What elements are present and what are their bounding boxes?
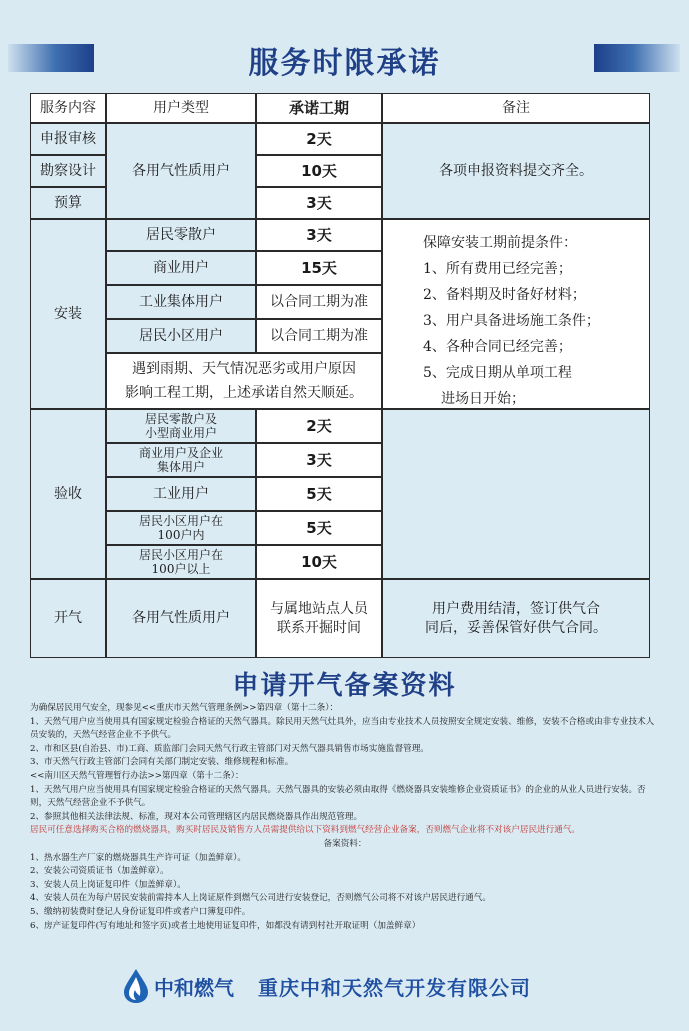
header-note: 备注 [382, 93, 650, 123]
gas-note-line1: 用户费用结清，签订供气合 [432, 600, 600, 617]
install-term-4: 以合同工期为准 [256, 319, 382, 353]
header-user-type: 用户类型 [106, 93, 256, 123]
group1-user-type: 各用气性质用户 [106, 123, 256, 219]
row-review-label: 申报审核 [30, 123, 106, 155]
gas-term [256, 579, 382, 658]
accept-user-5-line2: 100户以上 [151, 562, 211, 576]
notes-item-3: 3、安装人员上岗证复印件（加盖鲜章）。 [30, 879, 186, 890]
header-term: 承诺工期 [256, 93, 382, 123]
cond-item-4: 4、各种合同已经完善； [423, 339, 572, 355]
row-budget-term: 3天 [256, 187, 382, 219]
footer [0, 960, 689, 1010]
accept-term-1: 2天 [256, 409, 382, 443]
accept-user-4 [106, 511, 256, 545]
row-survey-term: 10天 [256, 155, 382, 187]
notes-p4: 1、天然气用户应当使用具有国家规定检验合格证的天然气器具。天然气器具的安装必须由取得《燃烧器具安装维修企业资质证书》的企业的从业人员进行安装。否则，天然气经营企业不予供气。 [30, 784, 646, 809]
install-term-3: 以合同工期为准 [256, 285, 382, 319]
page-title: 服务时限承诺 [248, 46, 441, 81]
row-budget-label: 预算 [30, 187, 106, 219]
notes-block [30, 702, 660, 933]
accept-user-1-line2: 小型商业用户 [144, 426, 217, 440]
row-survey-label: 勘察设计 [30, 155, 106, 187]
gas-note [382, 579, 650, 658]
accept-user-2-line2: 集体用户 [156, 460, 205, 474]
notes-item-1: 1、热水器生产厂家的燃烧器具生产许可证（加盖鲜章）。 [30, 852, 247, 863]
flame-drop-icon [122, 968, 150, 1004]
cond-item-5: 5、完成日期从单项工程 [423, 365, 572, 381]
service-table [30, 93, 650, 658]
install-user-2: 商业用户 [106, 251, 256, 285]
weather-note-line-1: 遇到雨期、天气情况恶劣或用户原因 [132, 361, 356, 377]
accept-label: 验收 [30, 409, 106, 579]
accept-user-5-line1: 居民小区用户在 [138, 547, 223, 562]
gas-user-type: 各用气性质用户 [106, 579, 256, 658]
notes-p3: 3、市天然气行政主管部门会同有关部门制定安装、维修规程和标准。 [30, 757, 294, 768]
install-term-1: 3天 [256, 219, 382, 251]
install-weather-note [106, 353, 382, 409]
weather-note-line-2: 影响工程工期，上述承诺自然天顺延。 [125, 385, 363, 401]
cond-title: 保障安装工期前提条件： [423, 235, 577, 251]
install-label: 安装 [30, 219, 106, 409]
gas-term-line1: 与属地站点人员 [270, 600, 368, 617]
gas-label: 开气 [30, 579, 106, 658]
notes-intro: 为确保居民用气安全，现参见<<重庆市天然气管理条例>>第四章（第十二条）： [30, 703, 339, 713]
notes-item-4: 4、安装人员在为每户居民安装前需持本人上岗证原件到燃气公司进行安装登记，否则燃气公司将不对该户居民进行通气。 [30, 893, 491, 904]
cond-item-2: 2、备料期及时备好材料； [423, 287, 586, 303]
notes-item-5: 5、缴纳初装费时登记人身份证复印件或者户口簿复印件。 [30, 906, 251, 917]
accept-user-3: 工业用户 [106, 477, 256, 511]
group1-note: 各项申报资料提交齐全。 [382, 123, 650, 219]
notes-item-6: 6、房产证复印件(写有地址和签字页)或者土地使用证复印件，如都没有请到村社开取证明（加盖鲜章） [30, 920, 421, 931]
cond-item-5-tail: 进场日开始； [441, 391, 525, 407]
notes-list-title: 备案资料： [323, 838, 367, 849]
header-content: 服务内容 [30, 93, 106, 123]
accept-term-3: 5天 [256, 477, 382, 511]
accept-user-1-line1: 居民零散户及 [144, 411, 217, 426]
install-user-1: 居民零散户 [106, 219, 256, 251]
accept-user-2-line1: 商业用户及企业 [138, 445, 223, 460]
notes-p5: 2、参照其他相关法律法规、标准，现对本公司管理辖区内居民燃烧器具作出规范管理。 [30, 811, 363, 822]
accept-note [382, 409, 650, 579]
cond-item-3: 3、用户具备进场施工条件； [423, 313, 600, 329]
gas-note-line2: 同后，妥善保管好供气合同。 [425, 619, 607, 636]
accept-user-1 [106, 409, 256, 443]
accept-user-5 [106, 545, 256, 579]
notes-item-2: 2、安装公司资质证书（加盖鲜章）。 [30, 866, 169, 877]
install-user-3: 工业集体用户 [106, 285, 256, 319]
company-name: 重庆中和天然气开发有限公司 [258, 976, 531, 1000]
install-term-2: 15天 [256, 251, 382, 285]
section-title: 申请开气备案资料 [232, 671, 457, 701]
notes-p1: 1、天然气用户应当使用具有国家规定检验合格证的天然气器具。除民用天然气灶具外，应当由专业技术人员按照安全规定安装、维修，安装不合格或由非专业技术人员安装的，天然气经营企业不予供气。 [30, 716, 655, 741]
cond-item-1: 1、所有费用已经完善； [423, 261, 572, 277]
install-user-4: 居民小区用户 [106, 319, 256, 353]
accept-user-4-line1: 居民小区用户在 [138, 513, 223, 528]
notes-warning: 居民可任意选择购买合格的燃烧器具，购买时居民及销售方人员需提供给以下资料到燃气经营企业备案，否则燃气企业将不对该户居民进行通气。 [30, 825, 581, 836]
accept-term-2: 3天 [256, 443, 382, 477]
brand-name: 中和燃气 [154, 976, 234, 1000]
accept-user-2 [106, 443, 256, 477]
notes-p2: 2、市和区县(自治县、市)工商、质监部门会同天然气行政主管部门对天然气器具销售市场实施监督管理。 [30, 743, 429, 754]
install-conditions [382, 219, 650, 409]
accept-user-4-line2: 100户内 [157, 528, 205, 542]
accept-term-5: 10天 [256, 545, 382, 579]
gas-term-line2: 联系开掘时间 [277, 619, 361, 636]
accept-term-4: 5天 [256, 511, 382, 545]
notes-intro2: <<南川区天然气管理暂行办法>>第四章（第十二条）： [30, 770, 244, 781]
row-review-term: 2天 [256, 123, 382, 155]
